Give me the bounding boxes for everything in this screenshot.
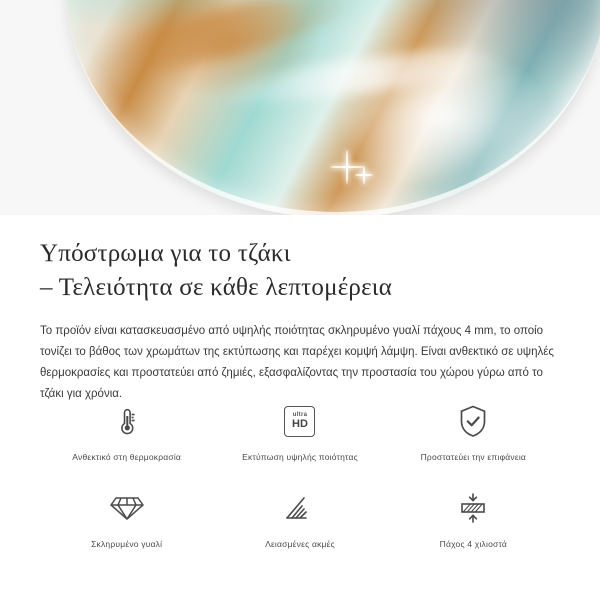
marble-vein — [215, 37, 517, 112]
marble-glass-disc — [66, 0, 600, 215]
polished-edges-icon — [277, 485, 323, 531]
thickness-arrows-icon — [450, 485, 496, 531]
feature-item — [40, 485, 213, 550]
thermometer-icon — [104, 398, 150, 444]
feature-item — [213, 398, 386, 463]
feature-item — [387, 398, 560, 463]
feature-label: Λειασμένες ακμές — [265, 539, 335, 550]
text-content — [0, 215, 600, 406]
hero-image — [0, 0, 600, 215]
ultra-hd-icon — [277, 398, 323, 444]
feature-label: Εκτύπωση υψηλής ποιότητας — [242, 452, 358, 462]
shield-check-icon — [450, 398, 496, 444]
page-title — [40, 237, 560, 305]
headline-line-2: – Τελειότητα σε κάθε λεπτομέρεια — [40, 273, 393, 301]
feature-item — [40, 398, 213, 463]
feature-label: Πάχος 4 χιλιοστά — [439, 539, 507, 550]
description-paragraph: Το προϊόν είναι κατασκευασμένο από υψηλής ποιότητας σκληρυμένο γυαλί πάχους 4 mm, το οποίο τονίζει το βάθος των χρωμάτων της εκτύπωσης και παρέχει κομψή λάμψη. Είναι ανθεκτικό σε υψηλές θερμοκρασίες και προστατεύει από ζημιές, εξασφαλίζοντας την προστασία του χώρου γύρω από το τζάκι για χρόνια. — [40, 324, 554, 401]
feature-label: Προστατεύει την επιφάνεια — [420, 452, 527, 462]
ultra-hd-badge-top: ultra — [292, 412, 308, 418]
headline-line-1: Υπόστρωμα για το τζάκι — [40, 240, 291, 267]
feature-item — [387, 485, 560, 550]
feature-label: Σκληρυμένο γυαλί — [91, 539, 163, 550]
feature-item — [213, 485, 386, 550]
feature-grid — [40, 398, 560, 550]
diamond-icon — [104, 485, 150, 531]
feature-label: Ανθεκτικό στη θερμοκρασία — [72, 452, 182, 462]
ultra-hd-badge-bottom: HD — [292, 418, 308, 430]
